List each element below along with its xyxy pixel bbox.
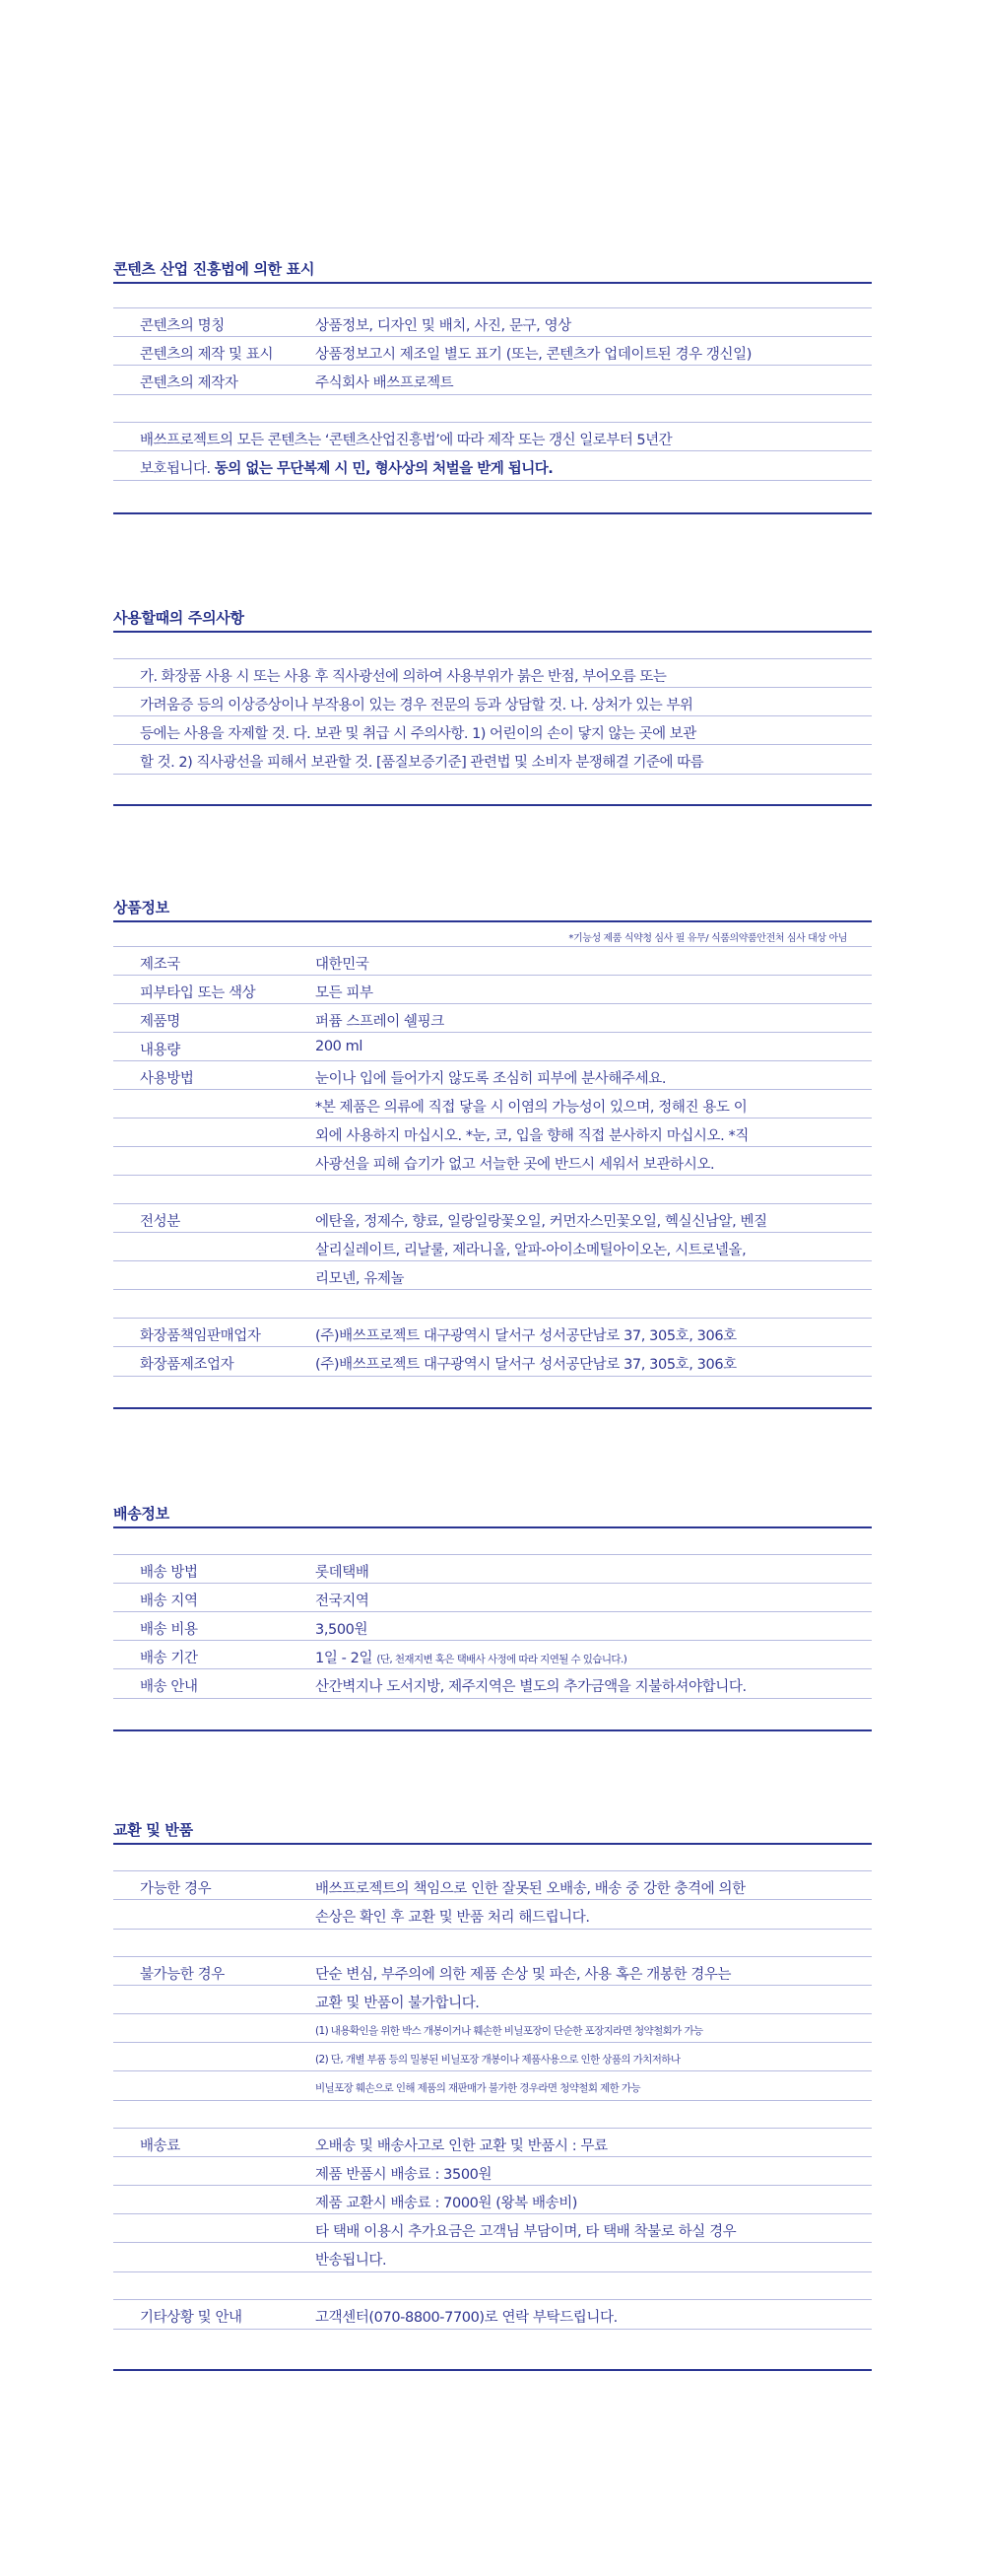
row-value: 배쓰프로젝트의 책임으로 인한 잘못된 오배송, 배송 중 강한 충격에 의한: [315, 1881, 746, 1897]
row-label: 콘텐츠의 명칭: [140, 318, 225, 334]
row-label: 피부타입 또는 색상: [140, 985, 256, 1001]
table-row: [113, 2213, 872, 2243]
section-rule: [113, 804, 872, 806]
row-label: 제조국: [140, 957, 180, 973]
row-value: 교환 및 반품이 불가합니다.: [315, 1996, 480, 2011]
section-rule: [113, 920, 872, 922]
caution-text: 가려움증 등의 이상증상이나 부작용이 있는 경우 전문의 등과 상담할 것. 나. 상처가 있는 부위: [140, 698, 693, 713]
table-row: [113, 336, 872, 366]
row-value: 주식회사 배쓰프로젝트: [315, 375, 454, 391]
section-rule: [113, 2369, 872, 2371]
row-value: 단순 변심, 부주의에 의한 제품 손상 및 파손, 사용 혹은 개봉한 경우는: [315, 1967, 732, 1983]
table-row: [113, 1583, 872, 1612]
table-row: [113, 1118, 872, 1147]
table-row: [113, 2128, 872, 2157]
row-label: 화장품제조업자: [140, 1357, 234, 1373]
table-row: [113, 1899, 872, 1930]
table-row: [113, 1870, 872, 1900]
section-rule: [113, 1407, 872, 1409]
section-rule: [113, 1526, 872, 1528]
table-row-empty: [113, 1289, 872, 1319]
row-value: 비닐포장 훼손으로 인해 제품의 재판매가 불가한 경우라면 청약철회 제한 가능: [315, 2082, 641, 2094]
table-row: [113, 1260, 872, 1290]
table-row: [113, 365, 872, 395]
table-row: [113, 2242, 872, 2272]
table-row: [113, 1554, 872, 1584]
row-value: [315, 1647, 626, 1667]
table-row: [113, 1232, 872, 1261]
row-value: (1) 내용확인을 위한 박스 개봉이거나 훼손한 비닐포장이 단순한 포장지라면 청약철회가 가능: [315, 2025, 703, 2037]
row-label: 배송 기간: [140, 1651, 198, 1666]
table-row: [113, 1032, 872, 1061]
table-row: [113, 1346, 872, 1377]
period-note: (단, 천재지변 혹은 택배사 사정에 따라 지연될 수 있습니다.): [376, 1654, 627, 1665]
row-value: (주)배쓰프로젝트 대구광역시 달서구 성서공단남로 37, 305호, 306호: [315, 1328, 737, 1344]
table-row: [113, 1640, 872, 1669]
copyright-line-1: 배쓰프로젝트의 모든 콘텐츠는 ‘콘텐츠산업진흥법’에 따라 제작 또는 갱신 일로부터 5년간: [140, 433, 673, 448]
table-row: [113, 2070, 872, 2101]
row-value: 모든 피부: [315, 985, 373, 1001]
exchange-title: 교환 및 반품: [113, 1821, 193, 1839]
table-row: [113, 1985, 872, 2014]
row-label: 배송 안내: [140, 1679, 198, 1695]
row-value: 반송됩니다.: [315, 2253, 387, 2269]
row-value: 대한민국: [315, 957, 369, 973]
paragraph-line: [113, 450, 872, 481]
copyright-normal-text: 보호됩니다.: [140, 461, 215, 477]
row-value: 전국지역: [315, 1593, 369, 1609]
caution-line: [113, 687, 872, 716]
functional-note: *기능성 제품 식약청 심사 필 유무/ 식품의약품안전처 심사 대상 아님: [568, 933, 847, 944]
caution-line: [113, 744, 872, 775]
period-text: 1일 - 2일: [315, 1651, 373, 1666]
table-row: [113, 975, 872, 1004]
row-label: 불가능한 경우: [140, 1967, 225, 1983]
row-label: 배송 방법: [140, 1565, 198, 1581]
row-value: (주)배쓰프로젝트 대구광역시 달서구 성서공단남로 37, 305호, 306호: [315, 1357, 737, 1373]
row-value: 200 ml: [315, 1039, 363, 1054]
table-row: [113, 1956, 872, 1986]
row-label: 콘텐츠의 제작자: [140, 375, 238, 391]
row-label: 콘텐츠의 제작 및 표시: [140, 347, 274, 363]
section-rule: [113, 512, 872, 514]
row-value: 상품정보, 디자인 및 배치, 사진, 문구, 영상: [315, 318, 571, 334]
row-label: 기타상황 및 안내: [140, 2310, 242, 2326]
row-label: 화장품책임판매업자: [140, 1328, 261, 1344]
table-row: [113, 1060, 872, 1090]
table-row: [113, 307, 872, 337]
table-row: [113, 1089, 872, 1119]
table-row: [113, 2042, 872, 2071]
section-rule: [113, 1843, 872, 1845]
table-row: [113, 2156, 872, 2186]
section-rule: [113, 631, 872, 633]
row-label: 전성분: [140, 1214, 180, 1230]
copyright-warning-text: 동의 없는 무단복제 시 민, 형사상의 처벌을 받게 됩니다.: [214, 461, 554, 477]
product-info-title: 상품정보: [113, 899, 169, 916]
row-value: 눈이나 입에 들어가지 않도록 조심히 피부에 분사해주세요.: [315, 1071, 667, 1087]
table-row: [113, 1146, 872, 1176]
paragraph-line: [113, 422, 872, 451]
table-row: [113, 2013, 872, 2043]
row-value: 손상은 확인 후 교환 및 반품 처리 해드립니다.: [315, 1910, 590, 1926]
table-row: [113, 1318, 872, 1347]
caution-line: [113, 715, 872, 745]
caution-line: [113, 658, 872, 688]
table-row-empty: [113, 1175, 872, 1204]
row-value: 상품정보고시 제조일 별도 표기 (또는, 콘텐츠가 업데이트된 경우 갱신일): [315, 347, 752, 363]
table-row: [113, 1003, 872, 1033]
caution-text: 할 것. 2) 직사광선을 피해서 보관할 것. [품질보증기준] 관련법 및 소비자 분쟁해결 기준에 따름: [140, 755, 704, 771]
row-label: 배송료: [140, 2138, 180, 2154]
row-label: 제품명: [140, 1014, 180, 1030]
shipping-title: 배송정보: [113, 1505, 169, 1523]
table-row: [113, 1611, 872, 1641]
row-value: 퍼퓸 스프레이 쉘핑크: [315, 1014, 444, 1030]
table-row: [113, 1203, 872, 1233]
row-value: 산간벽지나 도서지방, 제주지역은 별도의 추가금액을 지불하셔야합니다.: [315, 1679, 747, 1695]
table-row: [113, 2299, 872, 2330]
row-value: 제품 교환시 배송료 : 7000원 (왕복 배송비): [315, 2196, 578, 2211]
row-label: 사용방법: [140, 1071, 194, 1087]
caution-text: 가. 화장품 사용 시 또는 사용 후 직사광선에 의하여 사용부위가 붉은 반점, 부어오름 또는: [140, 669, 667, 685]
table-row: [113, 2185, 872, 2214]
table-row: [113, 1668, 872, 1699]
caution-text: 등에는 사용을 자제할 것. 다. 보관 및 취급 시 주의사항. 1) 어린이의 손이 닿지 않는 곳에 보관: [140, 726, 696, 742]
row-label: 배송 비용: [140, 1622, 198, 1638]
row-value: 3,500원: [315, 1622, 368, 1638]
row-value: 사광선을 피해 습기가 없고 서늘한 곳에 반드시 세워서 보관하시오.: [315, 1157, 715, 1173]
row-value: *본 제품은 의류에 직접 닿을 시 이염의 가능성이 있으며, 정해진 용도 이: [315, 1100, 748, 1116]
row-value: 살리실레이트, 리날룰, 제라니올, 알파-아이소메틸아이오논, 시트로넬올,: [315, 1243, 747, 1258]
row-value: 타 택배 이용시 추가요금은 고객님 부담이며, 타 택배 착불로 하실 경우: [315, 2224, 737, 2240]
row-value: 롯데택배: [315, 1565, 369, 1581]
row-label: 내용량: [140, 1043, 180, 1058]
caution-title: 사용할때의 주의사항: [113, 609, 244, 627]
row-value: 리모넨, 유제놀: [315, 1271, 405, 1287]
row-value: 외에 사용하지 마십시오. *눈, 코, 입을 향해 직접 분사하지 마십시오. *직: [315, 1128, 750, 1144]
row-value: 에탄올, 정제수, 향료, 일랑일랑꽃오일, 커먼자스민꽃오일, 헥실신남알, 벤질: [315, 1214, 767, 1230]
row-value: (2) 단, 개별 부품 등의 밀봉된 비닐포장 개봉이나 제품사용으로 인한 상품의 가치저하나: [315, 2054, 681, 2066]
section-rule: [113, 282, 872, 284]
row-label: 배송 지역: [140, 1593, 198, 1609]
section-rule: [113, 1729, 872, 1731]
content-notice-title: 콘텐츠 산업 진흥법에 의한 표시: [113, 260, 315, 278]
row-value: 오배송 및 배송사고로 인한 교환 및 반품시 : 무료: [315, 2138, 608, 2154]
row-value: 고객센터(070-8800-7700)로 연락 부탁드립니다.: [315, 2310, 618, 2326]
copyright-line-2: [140, 457, 553, 478]
row-value: 제품 반품시 배송료 : 3500원: [315, 2167, 492, 2183]
row-label: 가능한 경우: [140, 1881, 212, 1897]
table-row: [113, 946, 872, 976]
